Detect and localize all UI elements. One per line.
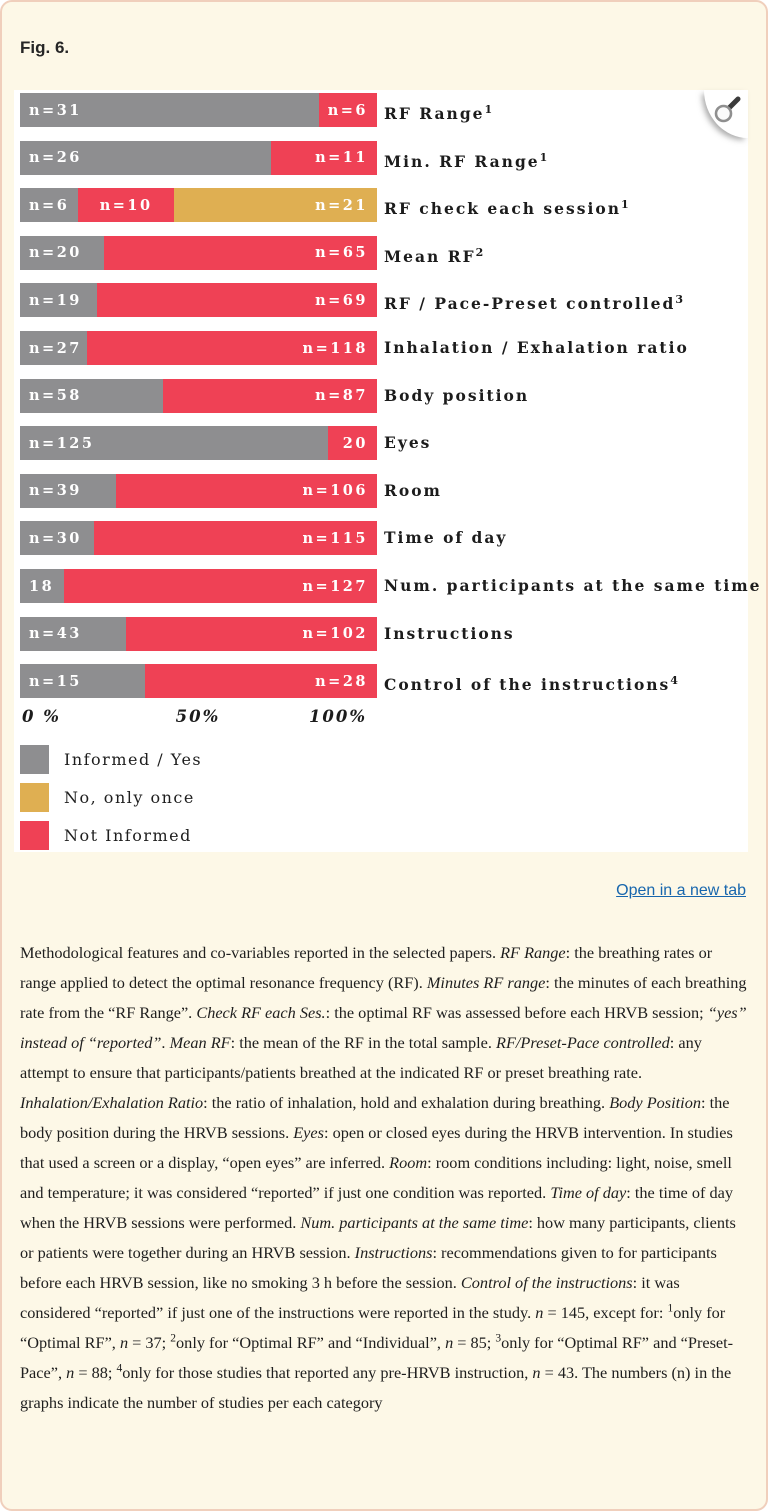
- caption-term: Num. participants at the same time: [300, 1213, 529, 1232]
- caption-text: = 145, except for:: [543, 1303, 668, 1322]
- bar-segment-not_informed: n=102: [126, 617, 377, 651]
- bar-segment-not_informed: n=127: [64, 569, 377, 603]
- caption-term: n: [66, 1363, 75, 1382]
- bar-segment-informed: n=43: [20, 617, 126, 651]
- category-label: Body position: [384, 385, 530, 405]
- bar-segment-not_informed: n=118: [87, 331, 378, 365]
- caption-text: : it was considered “reported” if just one of the instructions were reported in the study.: [20, 1273, 680, 1322]
- legend-swatch-not_informed: [20, 821, 49, 850]
- bar-row: [20, 188, 377, 222]
- category-label: Num. participants at the same time: [384, 576, 762, 595]
- caption-term: Instructions: [354, 1243, 433, 1262]
- bar-segment-not_informed: n=6: [319, 93, 377, 127]
- axis-tick: 100%: [308, 707, 368, 726]
- category-label: Min. RF Range$^1$: [384, 150, 548, 171]
- category-label: RF check each session$^1$: [384, 198, 629, 219]
- legend-label: Not Informed: [64, 826, 192, 845]
- bar-segment-not_informed: n=69: [97, 283, 377, 317]
- magnifier-icon: [712, 95, 742, 125]
- legend-label: No, only once: [64, 788, 195, 807]
- caption-term: RF Range: [500, 943, 566, 962]
- bar-row: [20, 93, 377, 127]
- caption-text: : the body position during the HRVB sessions.: [20, 1093, 730, 1142]
- caption-text: : the minutes of each breathing rate from the “RF Range”.: [20, 973, 747, 1022]
- caption-text: : the mean of the RF in the total sample.: [230, 1033, 497, 1052]
- bar-segment-informed: n=6: [20, 188, 78, 222]
- category-label: Time of day: [384, 528, 508, 548]
- caption-footnote-marker: 1: [667, 1302, 674, 1315]
- legend-label: Informed / Yes: [64, 750, 203, 769]
- figure-label: Fig. 6.: [20, 38, 70, 57]
- caption-text: : any attempt to ensure that participants/patients breathed at the indicated RF or preset breathing rate.: [20, 1033, 702, 1082]
- caption-term: n: [119, 1333, 129, 1352]
- bar-segment-informed: 18: [20, 569, 64, 603]
- caption-term: RF/Preset-Pace controlled: [496, 1033, 670, 1052]
- bar-row: [20, 379, 377, 413]
- bar-segment-informed: n=27: [20, 331, 87, 365]
- caption-term: Inhalation/Exhalation Ratio: [20, 1093, 204, 1112]
- caption-footnote-marker: 4: [116, 1362, 123, 1375]
- caption-text: = 43. The numbers (n) in the graphs indicate the number of studies per each category: [20, 1363, 732, 1412]
- caption-term: n: [532, 1363, 541, 1382]
- bar-row: [20, 617, 377, 651]
- category-label: Inhalation / Exhalation ratio: [384, 338, 689, 357]
- bar-row: [20, 236, 377, 270]
- axis-tick: 0 %: [22, 707, 61, 726]
- caption-text: only for “Optimal RF” and “Preset-Pace”,: [20, 1333, 734, 1382]
- bar-segment-informed: n=125: [20, 426, 328, 460]
- caption-text: : open or closed eyes during the HRVB intervention. In studies that used a screen or a display, “open eyes” are inferred.: [20, 1123, 733, 1172]
- legend-swatch-informed: [20, 745, 49, 774]
- figure-image[interactable]: [14, 90, 762, 852]
- bar-segment-not_informed: n=115: [94, 521, 377, 555]
- axis-tick: 50%: [175, 707, 221, 726]
- legend-item: [20, 783, 195, 812]
- caption-text: only for “Optimal RF”,: [20, 1303, 726, 1352]
- bar-segment-not_informed: n=87: [163, 379, 377, 413]
- caption-term: Minutes RF range: [426, 973, 546, 992]
- bar-segment-once: n=21: [174, 188, 377, 222]
- caption-text: only for those studies that reported any pre-HRVB instruction,: [122, 1363, 533, 1382]
- caption-text: : room conditions including: light, noise, smell and temperature; it was considered “reported” if just one condition was reported.: [20, 1153, 732, 1202]
- bar-segment-not_informed: n=106: [116, 474, 377, 508]
- bar-segment-informed: n=26: [20, 141, 271, 175]
- category-label: RF / Pace-Preset controlled$^3$: [384, 293, 684, 314]
- zoom-figure-button[interactable]: [704, 90, 748, 138]
- bar-row: [20, 569, 377, 603]
- bar-segment-informed: n=20: [20, 236, 104, 270]
- caption-text: : the ratio of inhalation, hold and exhalation during breathing.: [203, 1093, 610, 1112]
- category-label: Mean $RF^2$: [384, 245, 484, 266]
- caption-text: : the optimal RF was assessed before each HRVB session;: [325, 1003, 708, 1022]
- caption-term: Check RF each Ses.: [196, 1003, 326, 1022]
- open-in-new-tab-link[interactable]: Open in a new tab: [616, 882, 746, 899]
- category-label: Eyes: [384, 433, 432, 453]
- caption-text: : the breathing rates or range applied to detect the optimal resonance frequency (RF).: [20, 943, 713, 992]
- caption-text: Methodological features and co-variables reported in the selected papers.: [20, 943, 501, 962]
- category-label: RF Range$^1$: [384, 103, 493, 124]
- caption-footnote-marker: 3: [495, 1332, 502, 1345]
- bar-row: [20, 331, 377, 365]
- bar-row: [20, 474, 377, 508]
- category-label: Instructions: [384, 623, 515, 643]
- caption-footnote-marker: 2: [170, 1332, 177, 1345]
- caption-term: n: [445, 1333, 454, 1352]
- caption-text: .: [161, 1033, 170, 1052]
- bar-row: [20, 283, 377, 317]
- legend-item: [20, 821, 192, 850]
- legend-item: [20, 745, 202, 774]
- caption-term: Control of the instructions: [460, 1273, 633, 1292]
- caption-term: Room: [389, 1153, 428, 1172]
- caption-term: n: [535, 1303, 544, 1322]
- caption-text: only for “Optimal RF” and “Individual”,: [176, 1333, 446, 1352]
- bar-segment-informed: n=39: [20, 474, 116, 508]
- caption-text: : the time of day when the HRVB sessions were performed.: [20, 1183, 733, 1232]
- bar-row: [20, 426, 377, 460]
- caption-text: = 88;: [74, 1363, 117, 1382]
- bar-segment-not_informed: n=65: [104, 236, 377, 270]
- category-label: Control of the instructions$^4$: [384, 674, 678, 695]
- bar-segment-not_informed: n=10: [78, 188, 175, 222]
- bar-segment-informed: n=19: [20, 283, 97, 317]
- caption-term: Time of day: [550, 1183, 627, 1202]
- caption-text: : how many participants, clients or patients were together during an HRVB session.: [20, 1213, 736, 1262]
- legend-swatch-once: [20, 783, 49, 812]
- caption-term: “yes” instead of “reported”: [20, 1003, 747, 1052]
- bar-segment-informed: n=30: [20, 521, 94, 555]
- bar-segment-not_informed: n=28: [145, 664, 378, 698]
- bar-row: [20, 141, 377, 175]
- caption-term: Body Position: [609, 1093, 701, 1112]
- bar-row: [20, 521, 377, 555]
- category-label: Room: [384, 480, 442, 500]
- figure-caption: [20, 938, 752, 1418]
- caption-text: : recommendations given to for participants before each HRVB session, like no smoking 3 h before the session.: [20, 1243, 717, 1292]
- bar-segment-informed: n=15: [20, 664, 145, 698]
- bar-row: [20, 664, 377, 698]
- caption-term: Eyes: [293, 1123, 324, 1142]
- bar-segment-not_informed: 20: [328, 426, 377, 460]
- caption-text: = 85;: [453, 1333, 496, 1352]
- bar-segment-informed: n=58: [20, 379, 163, 413]
- bar-segment-informed: n=31: [20, 93, 319, 127]
- bar-segment-not_informed: n=11: [271, 141, 377, 175]
- caption-text: = 37;: [128, 1333, 171, 1352]
- caption-term: Mean RF: [169, 1033, 231, 1052]
